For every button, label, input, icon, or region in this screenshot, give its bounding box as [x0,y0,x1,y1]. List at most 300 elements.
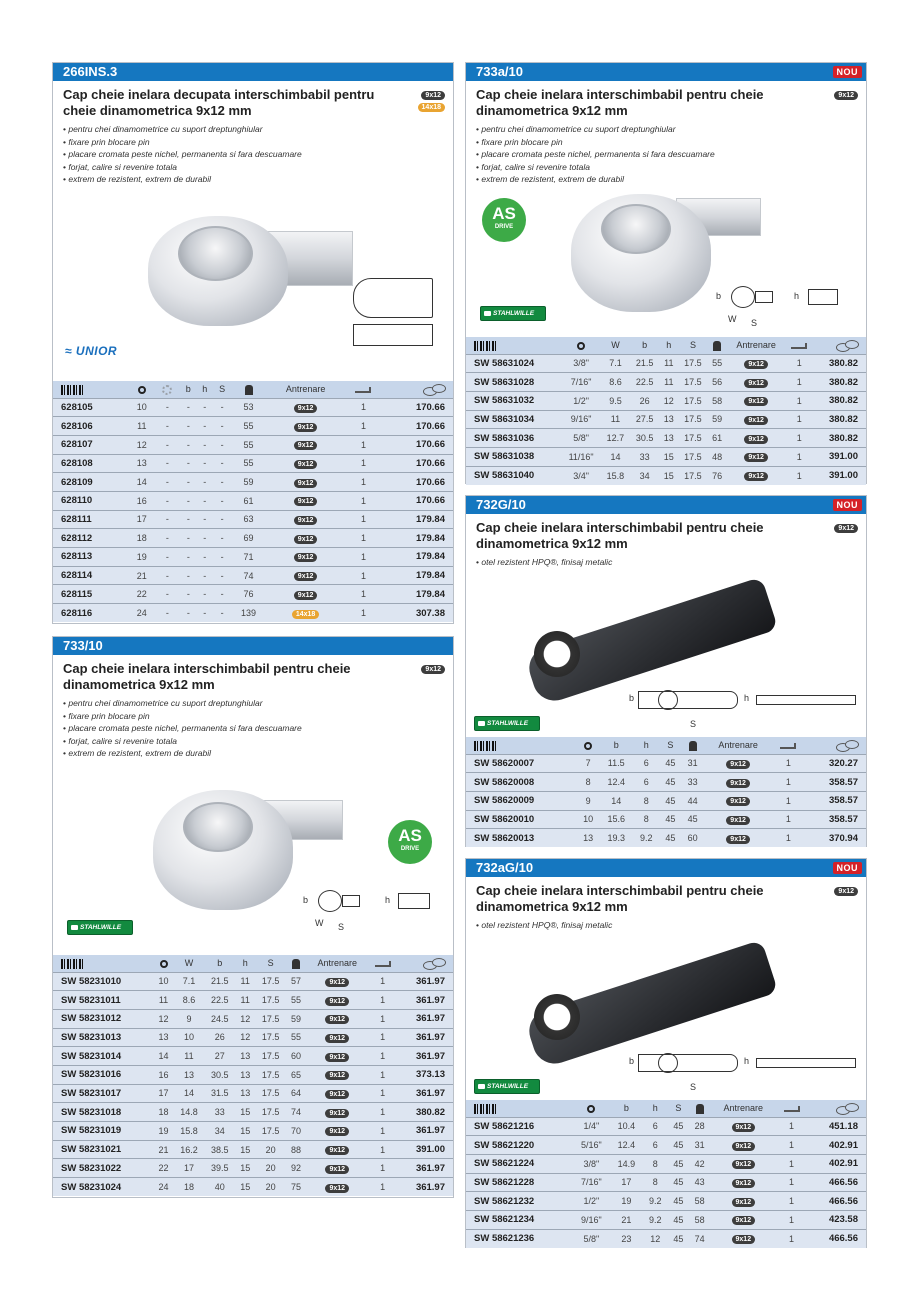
product-image-area [53,186,453,372]
table-cell: - [203,421,207,432]
product-code: SW 58620013 [474,832,535,844]
table-cell: 17.5 [261,1069,280,1080]
technical-diagram [658,690,678,710]
table-cell: 27.5 [635,414,654,425]
table-cell: 17 [621,1177,632,1188]
product-table [53,381,453,622]
col-antrenare: Antrenare [317,958,357,969]
table-cell: 14.8 [180,1107,198,1118]
price: 402.91 [828,1158,858,1170]
table-header-row [466,337,866,354]
table-cell: 1 [796,377,802,388]
table-cell: 14 [183,1088,194,1099]
price: 380.82 [828,432,858,444]
table-cell: - [203,533,207,544]
table-cell: 92 [291,1163,302,1174]
price: 451.18 [828,1120,858,1132]
product-code: SW 58631028 [474,376,535,388]
table-cell: - [186,402,190,413]
table-row [53,529,453,548]
drive-badge: 9x12 [325,1146,349,1155]
section-code: 266INS.3 [63,64,118,79]
table-cell: 74 [694,1233,705,1244]
table-cell: 45 [687,814,698,825]
table-cell: 31.5 [211,1088,229,1099]
drive-cell [710,1229,776,1248]
table-cell: 1 [360,514,366,525]
technical-diagram [353,324,433,346]
product-title [466,514,866,556]
price: 391.00 [828,470,858,482]
weight-icon [696,1104,704,1114]
table-cell: 17 [158,1088,169,1099]
table-row [53,510,453,529]
table-cell: 45 [673,1196,684,1207]
col-h: h [643,740,649,751]
table-cell: 11 [240,995,250,1006]
gear-icon [162,385,172,395]
table-cell: 1 [360,439,366,450]
product-code: SW 58620008 [474,776,535,788]
col-b: b [642,340,648,351]
drive-badge: 9x12 [726,779,750,788]
table-body [466,754,866,847]
drive-badge: 9x12 [732,1198,756,1207]
drive-badge: 9x12 [421,665,445,674]
table-cell: 18 [158,1107,169,1118]
table-cell: 58 [694,1214,705,1225]
table-cell: 11/16" [568,451,594,462]
table-cell: 15 [240,1163,251,1174]
table-cell: 17 [136,514,147,525]
table-cell: 1 [788,1214,794,1225]
table-cell: 9 [585,795,591,806]
product-code: SW 58631034 [474,413,535,425]
drive-cell [266,491,345,510]
table-cell: - [165,608,169,619]
price: 170.66 [415,401,445,413]
feature-item: • fixare prin blocare pin [63,136,453,149]
col-antrenare: Antrenare [718,740,758,751]
barcode-icon [474,1104,498,1114]
product-code: 628115 [61,588,93,600]
table-cell: 17.5 [261,1107,280,1118]
feature-item: • pentru chei dinamometrice cu suport dreptunghiular [63,697,453,710]
table-cell: 58 [694,1196,705,1207]
table-cell: 1 [796,433,802,444]
feature-item: • pentru chei dinamometrice cu suport dreptunghiular [476,123,866,136]
drive-badges [834,887,858,896]
table-row [466,447,866,466]
table-cell: 65 [291,1069,302,1080]
table-cell: 14 [611,795,622,806]
table-cell: - [186,570,190,581]
table-cell: 8 [652,1177,658,1188]
wrench-ring [183,802,253,852]
table-row [466,754,866,773]
drive-badge: 9x12 [325,1127,349,1136]
table-cell: 31 [694,1140,705,1151]
table-row [53,1065,453,1084]
table-cell: 3/8" [583,1158,600,1169]
table-cell: 13 [183,1069,194,1080]
table-cell: 10 [158,976,169,987]
table-row [53,454,453,473]
table-cell: 17.5 [261,1088,280,1099]
diagram-label-s: S [690,718,697,729]
drive-cell [710,1136,776,1155]
drive-badge: 9x12 [744,416,768,425]
drive-cell [266,510,345,529]
table-cell: 1 [380,1088,386,1099]
drive-cell [306,1122,368,1141]
wrench-ring [534,994,580,1040]
table-cell: - [220,495,224,506]
product-code: SW 58231019 [61,1125,122,1137]
price: 170.66 [415,420,445,432]
table-cell: 15 [240,1144,251,1155]
table-cell: 17.5 [684,414,702,425]
drive-badge: 9x12 [294,423,318,432]
table-cell: 6 [652,1121,658,1132]
drive-cell [710,1154,776,1173]
table-cell: - [165,570,169,581]
table-cell: 21.5 [211,976,229,987]
table-cell: 40 [214,1182,225,1193]
drive-badge: 9x12 [732,1142,756,1151]
table-row [466,1229,866,1248]
price-coins-icon [836,340,858,351]
table-cell: 18 [183,1182,194,1193]
section-733-10 [52,636,454,1198]
table-cell: - [203,439,207,450]
table-cell: 59 [243,477,254,488]
table-cell: 26 [639,395,650,406]
drive-badge: 9x12 [732,1235,756,1244]
table-cell: 13 [240,1088,251,1099]
price: 380.82 [828,413,858,425]
section-732ag-10 [465,858,867,1248]
price: 380.82 [828,376,858,388]
table-cell: 17.5 [684,451,702,462]
table-cell: 55 [291,1032,302,1043]
table-cell: 69 [243,533,254,544]
table-row [53,1047,453,1066]
section-code: 733a/10 [476,64,523,79]
table-row [53,585,453,604]
table-cell: - [165,514,169,525]
table-cell: 15.6 [607,814,625,825]
diagram-label-w: W [315,917,324,928]
price: 170.66 [415,457,445,469]
drive-cell [306,972,368,991]
table-body [466,1117,866,1248]
table-cell: 33 [639,451,650,462]
pack-icon [780,743,796,749]
table-cell: - [220,589,224,600]
table-cell: 17.5 [684,470,702,481]
stahlwille-logo [480,306,546,321]
table-cell: 74 [291,1107,302,1118]
product-code: SW 58231010 [61,975,122,987]
table-row [53,1159,453,1178]
brand-name: STAHLWILLE [487,719,529,727]
drive-cell [704,754,773,773]
price: 373.13 [415,1069,445,1081]
table-cell: - [220,608,224,619]
product-code: SW 58631036 [474,432,535,444]
table-cell: - [165,533,169,544]
table-cell: 21.5 [635,358,654,369]
drive-badge: 9x12 [744,435,768,444]
section-code-header [466,859,866,877]
table-cell: 17.5 [261,1125,280,1136]
col-s: S [667,740,674,751]
table-cell: 17.5 [261,1032,280,1043]
table-cell: 9.2 [648,1196,662,1207]
weight-icon [292,959,300,969]
table-cell: - [186,551,190,562]
price: 391.00 [415,1144,445,1156]
table-cell: 15.8 [180,1125,198,1136]
product-code: SW 58631038 [474,451,535,463]
drive-badge: 9x12 [732,1179,756,1188]
table-header-row [53,381,453,398]
feature-item: • fixare prin blocare pin [63,710,453,723]
drive-cell [704,810,773,829]
table-cell: 12.7 [606,433,625,444]
table-row [53,566,453,585]
technical-diagram [755,291,773,303]
table-cell: 15 [240,1107,251,1118]
table-cell: - [186,477,190,488]
price: 361.97 [415,1125,445,1137]
wrench-ring [534,631,580,677]
weight-icon [689,741,697,751]
feature-item: • pentru chei dinamometrice cu suport dreptunghiular [63,123,453,136]
drive-cell [306,1159,368,1178]
table-cell: - [220,533,224,544]
price: 361.97 [415,1013,445,1025]
table-cell: 7 [585,758,591,769]
table-cell: 1 [360,477,366,488]
price: 361.97 [415,1031,445,1043]
table-row [466,1136,866,1155]
table-cell: 45 [665,777,676,788]
table-cell: 1 [380,1032,386,1043]
table-cell: 9/16" [570,414,592,425]
table-header-row [466,1100,866,1117]
product-code: SW 58631040 [474,470,535,482]
price: 170.66 [415,476,445,488]
product-code: SW 58621216 [474,1120,535,1132]
drive-cell [266,548,345,567]
drive-badge: 9x12 [726,797,750,806]
diagram-label-b: b [629,1055,635,1066]
table-cell: 34 [214,1125,225,1136]
col-h: h [242,958,248,969]
table-cell: 11.5 [607,758,625,769]
product-code: 628105 [61,401,93,413]
ring-size-icon [587,1105,595,1113]
price: 361.97 [415,1050,445,1062]
table-cell: - [203,477,207,488]
drive-cell [710,1117,776,1136]
drive-badge: 9x12 [294,591,318,600]
price: 361.97 [415,975,445,987]
table-cell: 13 [136,458,147,469]
drive-cell [306,1084,368,1103]
table-row [466,791,866,810]
product-code: SW 58621220 [474,1139,535,1151]
product-code: SW 58620010 [474,813,535,825]
table-cell: 15 [240,1125,251,1136]
table-cell: 24 [158,1182,169,1193]
price: 358.57 [828,776,858,788]
table-cell: - [165,421,169,432]
drive-cell [266,529,345,548]
section-code-header [466,496,866,514]
drive-badge: 9x12 [294,404,318,413]
table-cell: 12.4 [607,777,625,788]
wrench-ring [178,226,253,281]
table-cell: 24.5 [211,1013,229,1024]
drive-badge: 9x12 [732,1216,756,1225]
price: 391.00 [828,451,858,463]
table-cell: 55 [291,995,302,1006]
table-cell: 14.9 [617,1158,636,1169]
barcode-icon [61,959,85,969]
product-code: SW 58621224 [474,1158,535,1170]
drive-badge: 9x12 [325,1034,349,1043]
new-badge: NOU [833,66,863,78]
drive-cell [710,1173,776,1192]
col-s: S [675,1103,682,1114]
table-cell: 60 [687,833,698,844]
table-cell: 44 [687,795,698,806]
table-cell: 8 [652,1158,658,1169]
product-code: 628108 [61,457,93,469]
table-cell: 1 [380,995,386,1006]
table-row [53,548,453,567]
diagram-label-b: b [629,692,635,703]
col-antrenare: Antrenare [285,384,326,395]
price: 380.82 [828,357,858,369]
drive-badge: 9x12 [325,1109,349,1118]
price: 320.27 [828,757,858,769]
table-cell: 11 [664,377,674,388]
table-cell: 45 [665,795,676,806]
drive-cell [306,1047,368,1066]
price: 361.97 [415,1087,445,1099]
weight-icon [245,385,253,395]
table-cell: 12 [136,439,147,450]
table-cell: 38.5 [211,1144,229,1155]
product-code: 628109 [61,476,93,488]
table-cell: 1 [785,795,791,806]
diagram-label-b: b [716,290,722,301]
product-code: SW 58231011 [61,994,121,1006]
table-row [466,1173,866,1192]
table-cell: 1 [788,1121,794,1132]
drive-cell [704,829,773,848]
table-cell: 9.2 [648,1214,662,1225]
table-cell: 20 [265,1144,276,1155]
table-cell: - [203,402,207,413]
table-cell: 45 [665,814,676,825]
table-cell: 17.5 [684,358,702,369]
drive-badge: 9x12 [325,1071,349,1080]
table-cell: 1 [380,976,386,987]
feature-item: • fixare prin blocare pin [476,136,866,149]
drive-badge: 9x12 [834,91,858,100]
ring-size-icon [584,742,592,750]
table-cell: 15.8 [606,470,625,481]
table-cell: 3/4" [573,470,589,481]
table-cell: - [165,495,169,506]
as-label: AS [398,825,422,845]
drive-cell [710,1210,776,1229]
table-cell: 17.5 [684,433,702,444]
table-row [53,491,453,510]
table-cell: 8 [643,795,649,806]
technical-diagram [756,1058,856,1068]
table-cell: 45 [673,1177,684,1188]
table-cell: 39.5 [211,1163,229,1174]
table-cell: 7.1 [182,976,196,987]
table-row [466,410,866,429]
table-cell: 20 [265,1163,276,1174]
table-cell: - [186,495,190,506]
product-table [53,955,453,1196]
drive-cell [727,391,786,410]
table-cell: 1 [380,1182,386,1193]
feature-item: • otel rezistent HPQ®, finisaj metalic [476,556,866,569]
table-cell: 1 [788,1196,794,1207]
table-cell: 1/2" [573,395,589,406]
table-cell: 27 [214,1051,225,1062]
barcode-icon [61,385,85,395]
brand-name: STAHLWILLE [487,1082,529,1090]
table-cell: - [165,477,169,488]
table-cell: - [220,458,224,469]
col-b: b [623,1103,629,1114]
table-cell: 19.3 [607,833,625,844]
product-code: 628110 [61,495,93,507]
col-antrenare: Antrenare [723,1103,764,1114]
pack-icon [784,1106,800,1112]
table-cell: - [203,570,207,581]
table-cell: 26 [214,1032,225,1043]
drive-cell [727,354,786,373]
table-cell: - [186,589,190,600]
pack-icon [375,961,391,967]
price: 358.57 [828,813,858,825]
product-title [466,877,866,919]
table-row [466,1192,866,1211]
table-cell: 13 [663,414,674,425]
table-cell: 16.2 [180,1144,198,1155]
drive-badge: 9x12 [421,91,445,100]
drive-badge: 9x12 [744,397,768,406]
table-cell: 6 [643,758,649,769]
table-cell: 5/8" [573,433,589,444]
diagram-label-s: S [751,317,758,328]
drive-badge: 9x12 [325,1165,349,1174]
price: 380.82 [828,395,858,407]
table-row [53,417,453,436]
feature-list [466,556,866,569]
